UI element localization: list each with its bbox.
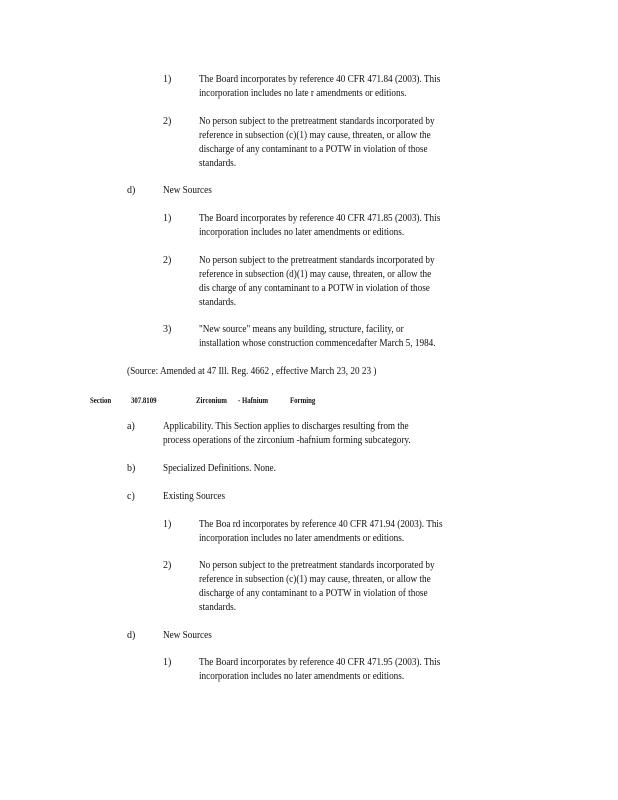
subsection-heading: Existing Sources <box>163 491 226 502</box>
paragraph-line: process operations of the zirconium -hafnium forming subcategory. <box>163 435 411 446</box>
paragraph-line: discharge of any contaminant to a POTW in violation of those <box>199 588 428 599</box>
paragraph-line: standards. <box>199 602 237 613</box>
section-label: Section <box>90 396 112 405</box>
paragraph-line: "New source" means any building, structure, facility, or <box>199 324 404 335</box>
item-marker: 1) <box>163 657 172 668</box>
subsection-marker: d) <box>127 185 136 196</box>
paragraph-line: reference in subsection (d)(1) may cause, threaten, or allow the <box>199 269 432 280</box>
paragraph-line: incorporation includes no later amendments or editions. <box>199 533 405 544</box>
item-marker: 3) <box>163 324 172 335</box>
paragraph-line: The Boa rd incorporates by reference 40 CFR 471.94 (2003). This <box>199 519 443 530</box>
paragraph-line: installation whose construction commencedafter March 5, 1984. <box>199 338 436 349</box>
paragraph-line: dis charge of any contaminant to a POTW in violation of those <box>199 283 430 294</box>
section-number: 307.8109 <box>131 396 157 405</box>
paragraph-line: The Board incorporates by reference 40 CFR 471.95 (2003). This <box>199 657 441 668</box>
paragraph-line: Applicability. This Section applies to discharges resulting from the <box>163 421 409 432</box>
item-marker: 1) <box>163 74 172 85</box>
section-title-part: Zirconium <box>196 396 227 405</box>
subsection-marker: a) <box>127 421 135 432</box>
paragraph-line: incorporation includes no late r amendments or editions. <box>199 88 407 99</box>
subsection-marker: d) <box>127 630 136 641</box>
item-marker: 2) <box>163 116 172 127</box>
item-marker: 1) <box>163 519 172 530</box>
paragraph-line: The Board incorporates by reference 40 CFR 471.84 (2003). This <box>199 74 441 85</box>
item-marker: 2) <box>163 560 172 571</box>
section-title-part: - Hafnium <box>238 396 269 405</box>
subsection-marker: b) <box>127 463 136 474</box>
paragraph-line: The Board incorporates by reference 40 CFR 471.85 (2003). This <box>199 213 441 224</box>
item-marker: 1) <box>163 213 172 224</box>
item-marker: 2) <box>163 255 172 266</box>
subsection-marker: c) <box>127 491 135 502</box>
paragraph-line: Specialized Definitions. None. <box>163 463 276 474</box>
source-note: (Source: Amended at 47 Ill. Reg. 4662 , effective March 23, 20 23 ) <box>127 366 377 377</box>
paragraph-line: discharge of any contaminant to a POTW in violation of those <box>199 144 428 155</box>
paragraph-line: incorporation includes no later amendments or editions. <box>199 671 405 682</box>
paragraph-line: incorporation includes no later amendments or editions. <box>199 227 405 238</box>
paragraph-line: No person subject to the pretreatment standards incorporated by <box>199 255 435 266</box>
paragraph-line: No person subject to the pretreatment standards incorporated by <box>199 116 435 127</box>
subsection-heading: New Sources <box>163 630 212 641</box>
paragraph-line: reference in subsection (c)(1) may cause, threaten, or allow the <box>199 130 431 141</box>
subsection-heading: New Sources <box>163 185 212 196</box>
paragraph-line: standards. <box>199 297 237 308</box>
paragraph-line: standards. <box>199 158 237 169</box>
section-title-part: Forming <box>290 396 316 405</box>
paragraph-line: No person subject to the pretreatment standards incorporated by <box>199 560 435 571</box>
paragraph-line: reference in subsection (c)(1) may cause, threaten, or allow the <box>199 574 431 585</box>
